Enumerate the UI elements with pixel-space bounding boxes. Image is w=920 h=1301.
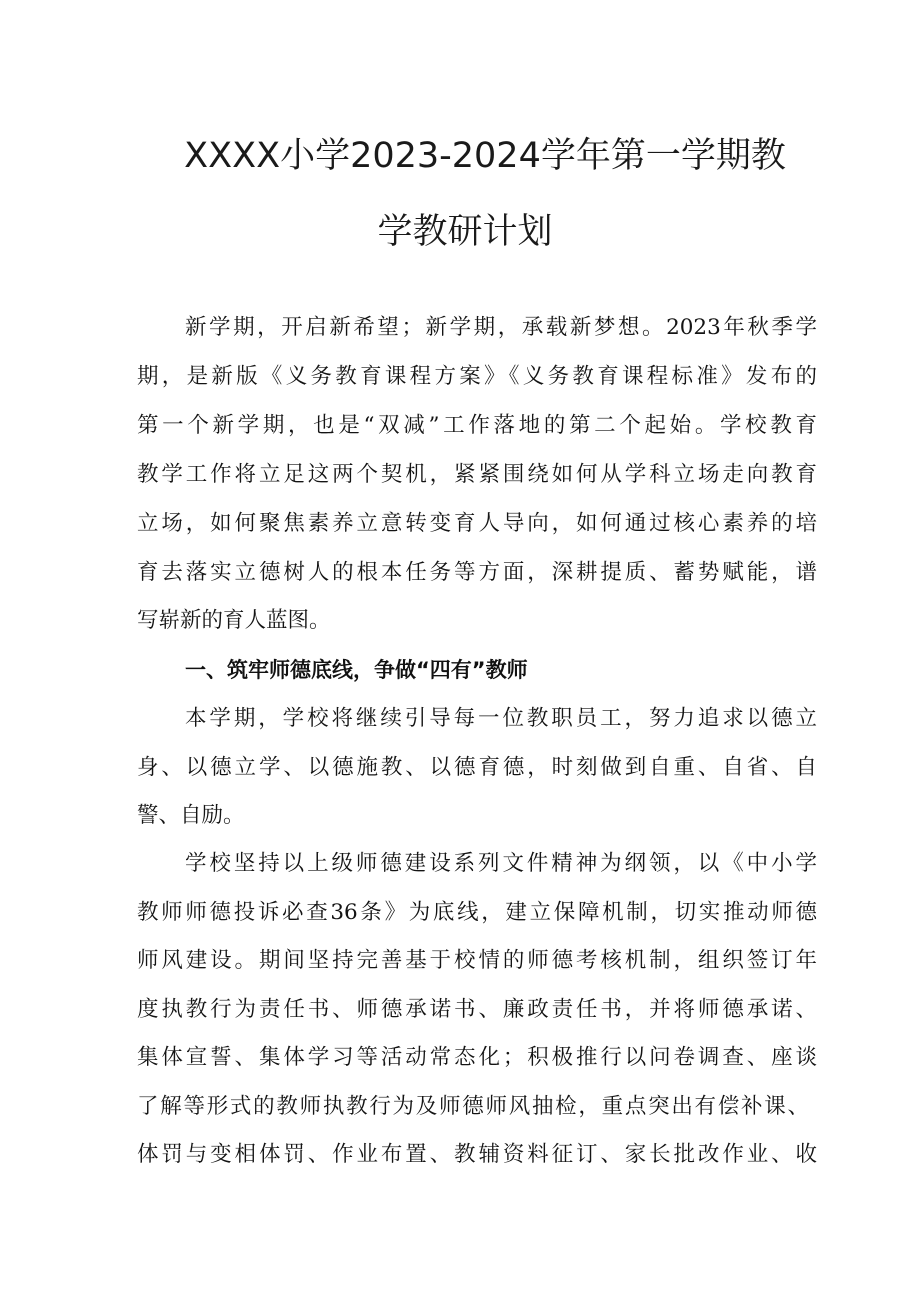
- intro-line-4: 教学工作将立足这两个契机，紧紧围绕如何从学科立场走向教育: [137, 462, 817, 487]
- intro-line-2: 期，是新版《义务教育课程方案》《义务教育课程标准》发布的: [137, 364, 817, 389]
- document-title-line-2: 学教研计划: [377, 212, 553, 252]
- para1-line-1: 本学期，学校将继续引导每一位教职员工，努力追求以德立: [185, 706, 817, 731]
- para2-line-1: 学校坚持以上级师德建设系列文件精神为纲领，以《中小学: [185, 851, 817, 876]
- intro-line-1: 新学期，开启新希望；新学期，承载新梦想。2023年秋季学: [185, 315, 817, 340]
- para1-line-2: 身、以德立学、以德施教、以德育德，时刻做到自重、自省、自: [137, 755, 817, 780]
- para2-line-7: 体罚与变相体罚、作业布置、教辅资料征订、家长批改作业、收: [137, 1142, 817, 1167]
- para2-line-6: 了解等形式的教师执教行为及师德师风抽检，重点突出有偿补课、: [137, 1094, 809, 1119]
- intro-line-7: 写崭新的育人蓝图。: [137, 608, 331, 633]
- para1-line-3: 警、自励。: [137, 803, 245, 828]
- para2-line-5: 集体宣誓、集体学习等活动常态化；积极推行以问卷调查、座谈: [137, 1045, 817, 1070]
- para2-line-3: 师风建设。期间坚持完善基于校情的师德考核机制，组织签订年: [137, 948, 817, 973]
- section-1-heading: 一、筑牢师德底线，争做“四有”教师: [185, 658, 528, 682]
- para2-line-4: 度执教行为责任书、师德承诺书、廉政责任书，并将师德承诺、: [137, 997, 817, 1022]
- intro-line-5: 立场，如何聚焦素养立意转变育人导向，如何通过核心素养的培: [137, 511, 817, 536]
- intro-line-6: 育去落实立德树人的根本任务等方面，深耕提质、蓄势赋能，谱: [137, 560, 817, 585]
- para2-line-2: 教师师德投诉必查36条》为底线，建立保障机制，切实推动师德: [137, 900, 817, 925]
- intro-line-3: 第一个新学期，也是“双减”工作落地的第二个起始。学校教育: [137, 413, 817, 438]
- document-title-line-1: XXXX小学2023-2024学年第一学期教: [184, 136, 786, 176]
